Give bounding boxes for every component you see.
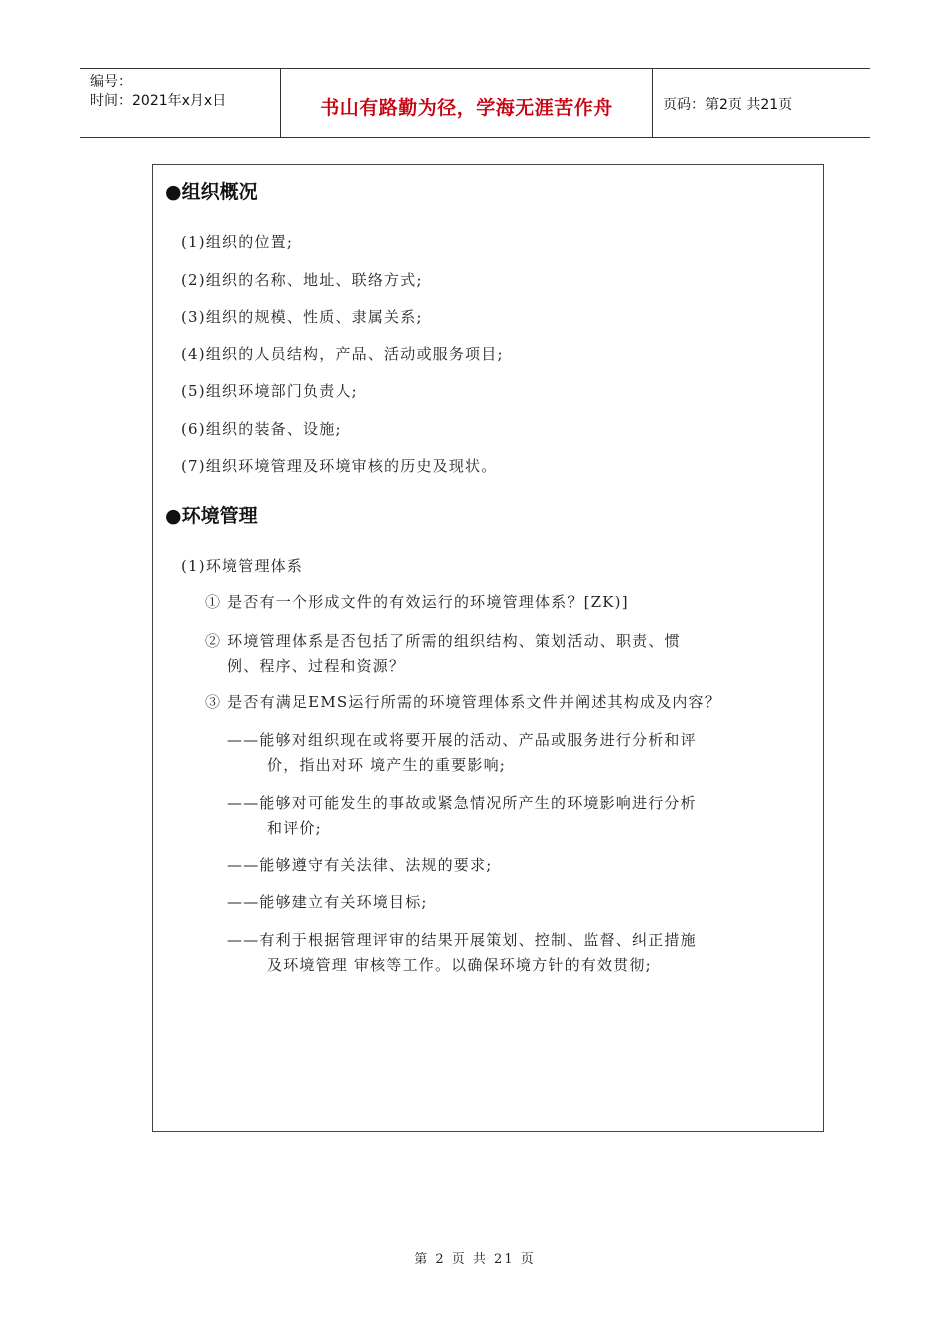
detail-4: ——能够建立有关环境目标; [227, 893, 428, 911]
list-item: (1)组织的位置; [181, 233, 294, 251]
detail-3: ——能够遵守有关法律、法规的要求; [227, 856, 493, 874]
question-2-line-1: ② 环境管理体系是否包括了所需的组织结构、策划活动、职责、惯 [205, 632, 681, 650]
section-title-organization: ●组织概况 [165, 181, 258, 203]
detail-2-line-2: 和评价; [267, 819, 322, 837]
detail-5-line-2: 及环境管理 审核等工作。以确保环境方针的有效贯彻; [267, 956, 652, 974]
header-page-code: 页码：第2页 共21页 [663, 97, 793, 113]
list-item: (6)组织的装备、设施; [181, 420, 342, 438]
subsection-title: (1)环境管理体系 [181, 557, 304, 575]
page-footer: 第 2 页 共 21 页 [414, 1252, 536, 1267]
section-title-environment: ●环境管理 [165, 505, 258, 527]
list-item: (4)组织的人员结构，产品、活动或服务项目; [181, 345, 504, 363]
header-left-cell [80, 69, 281, 137]
page-header [80, 68, 870, 138]
detail-5-line-1: ——有利于根据管理评审的结果开展策划、控制、监督、纠正措施 [227, 931, 697, 949]
list-item: (7)组织环境管理及环境审核的历史及现状。 [181, 457, 498, 475]
question-1: ① 是否有一个形成文件的有效运行的环境管理体系？[ZK)] [205, 593, 629, 611]
document-number-label: 编号： [90, 74, 132, 90]
detail-2-line-1: ——能够对可能发生的事故或紧急情况所产生的环境影响进行分析 [227, 794, 697, 812]
document-time-label: 时间：2021年x月x日 [90, 93, 227, 109]
detail-1-line-1: ——能够对组织现在或将要开展的活动、产品或服务进行分析和评 [227, 731, 697, 749]
detail-1-line-2: 价，指出对环 境产生的重要影响; [267, 756, 507, 774]
question-2-line-2: 例、程序、过程和资源？ [227, 657, 406, 675]
question-3: ③ 是否有满足EMS运行所需的环境管理体系文件并阐述其构成及内容？ [205, 693, 721, 711]
list-item: (3)组织的规模、性质、隶属关系; [181, 308, 423, 326]
list-item: (2)组织的名称、地址、联络方式; [181, 271, 423, 289]
list-item: (5)组织环境部门负责人; [181, 382, 358, 400]
content-box [152, 164, 824, 1132]
header-motto: 书山有路勤为径，学海无涯苦作舟 [281, 69, 653, 137]
